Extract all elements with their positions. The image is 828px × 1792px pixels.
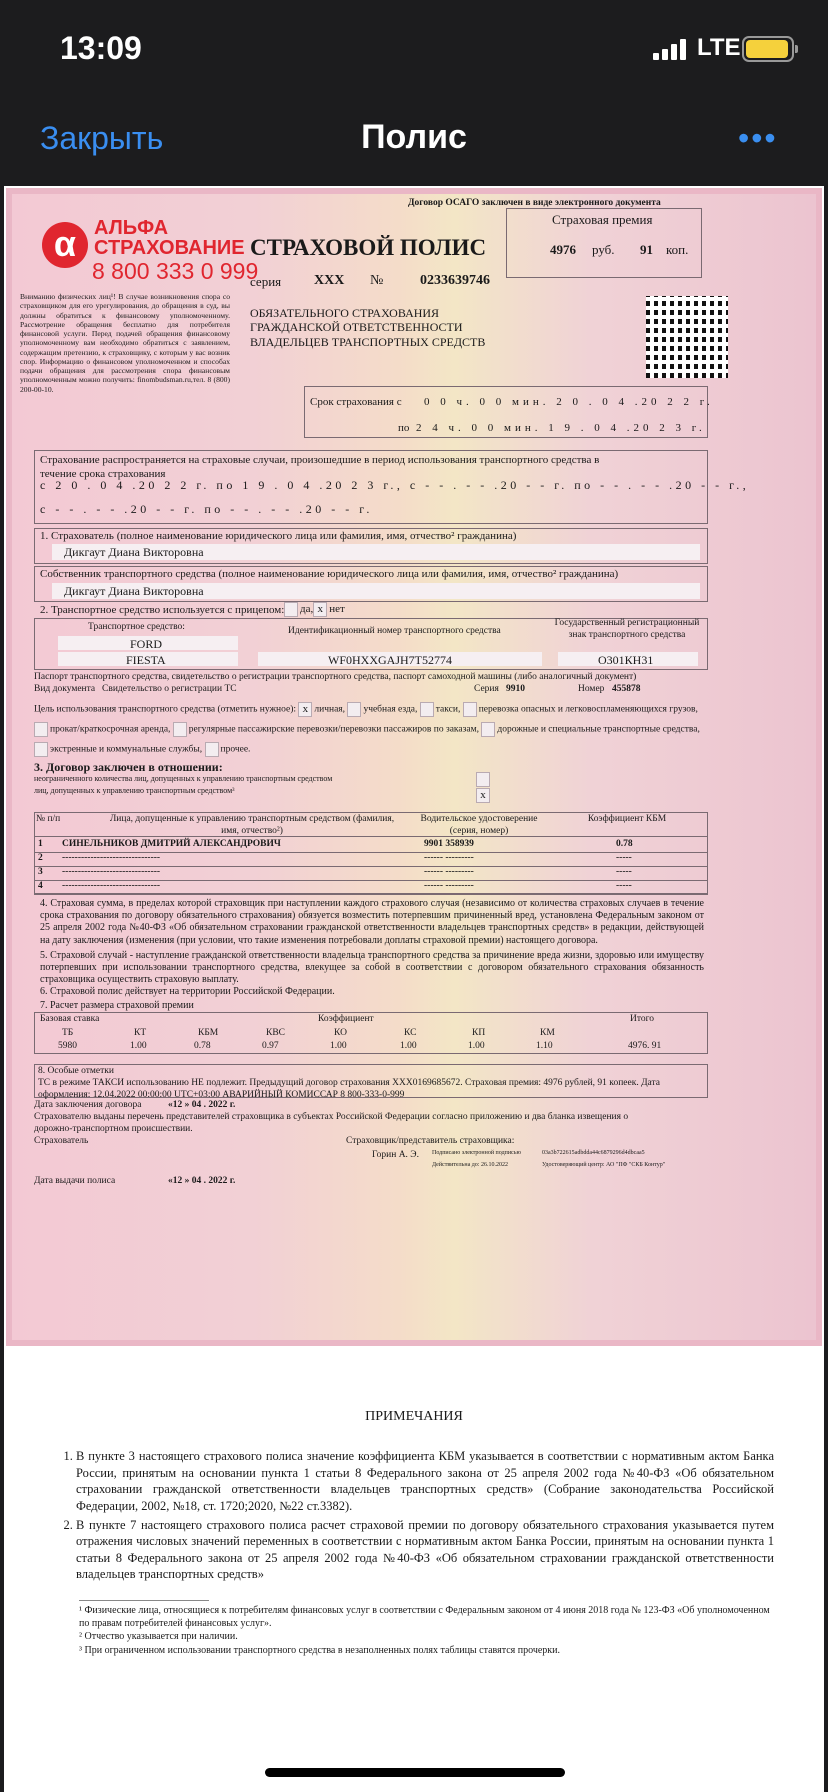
drivers-header-kbm: Коэффициент КБМ <box>587 814 667 824</box>
drivers-cell: ------ --------- <box>424 881 474 891</box>
signal-icon <box>653 38 689 60</box>
agent-name: Горин А. Э. <box>372 1150 419 1160</box>
vehicle-model: FIESTA <box>126 653 166 667</box>
drivers-cell: 1 <box>38 839 43 849</box>
contract-date-label: Дата заключения договора <box>34 1100 142 1110</box>
purpose-options-row1: Цель использования транспортного средства (отметить нужное): x личная, учебная езда, такси, перевозка опасных и легковоспламеняющихся грузов, <box>34 703 698 715</box>
drivers-cell: ------------------------------- <box>62 881 161 891</box>
issued-text: Страхователю выданы перечень представителей страховщика в субъектах Российской Федерации согласно приложению и два бланка извещения о дорожно-транспортном происшествии. <box>34 1112 629 1134</box>
calc-header: КМ <box>540 1028 555 1038</box>
trailer-label: 2. Транспортное средство используется с прицепом: <box>40 604 285 616</box>
calc-header: КП <box>472 1028 486 1038</box>
purpose-options-row3: экстренные и коммунальные службы, прочее. <box>34 742 250 757</box>
brand-phone: 8 800 333 0 999 <box>92 258 259 284</box>
issue-date: «12 » 04 . 2022 г. <box>168 1176 236 1186</box>
insured-sign-label: Страхователь <box>34 1136 89 1146</box>
purpose-checkbox-personal: x <box>298 702 312 717</box>
usage-period-line2: с - - . - - .20 - - г. по - - . - - .20 - - г. <box>40 502 373 516</box>
policy-page <box>6 188 822 1346</box>
usage-period-text: Страхование распространяется на страховые случаи, произошедшие в период использования транспортного средства в течение срока страхования <box>40 454 600 480</box>
drivers-limited: лиц, допущенных к управлению транспортным средством³ <box>34 786 235 795</box>
doc-series-label: Серия <box>474 684 499 694</box>
esign-center: Удостоверяющий центр: АО "ПФ "СКБ Контур" <box>542 1162 666 1168</box>
calc-header: ТБ <box>62 1028 74 1038</box>
footnote: ¹ Физические лица, относящиеся к потребителям финансовых услуг в соответствии с Федеральным законом от 4 июня 2018 года № 123-ФЗ «Об уполномоченном по правам потребителей финансовых услуг». <box>79 1605 770 1630</box>
drivers-unlimited-checkbox <box>476 772 492 787</box>
drivers-cell: ------------------------------- <box>62 867 161 877</box>
calc-header: КТ <box>134 1028 147 1038</box>
calc-value: 1.10 <box>536 1041 553 1051</box>
esign-serial: 03a3b722615adbdda44c6879296d4dbcaa5 <box>542 1150 645 1156</box>
qr-code-icon <box>646 296 728 378</box>
drivers-cell: 3 <box>38 867 43 877</box>
number-sign: № <box>370 273 384 288</box>
clause-6: 6. Страховой полис действует на территории Российской Федерации. <box>40 986 335 997</box>
calc-base-label: Базовая ставка <box>40 1014 100 1024</box>
special-text: ТС в режиме ТАКСИ использованию НЕ подлежит. Предыдущий договор страхования ХХХ0169685672. Страховая премия: 4976 рублей, 91 копеек. Дата оформления: 12.04.2022 00:00:00 UTC+03:00 АВАРИЙНЫЙ КОМИССАР 8 800-333-0-999 <box>38 1078 661 1100</box>
purpose-checkbox-other <box>205 742 219 757</box>
calc-value: 1.00 <box>330 1041 347 1051</box>
doc-type-label: Вид документа <box>34 684 96 694</box>
drivers-cell: 9901 358939 <box>424 839 474 849</box>
note-item: 2. В пункте 7 настоящего страхового полиса расчет страховой премии по договору обязательного страхования указывается путем отражения числовых значений переменных в соответствии с нормативным актом Банка России, принятым на основании пункта 1 статьи 8 Федерального закона от 25 апреля 2002 года №40-ФЗ «Об обязательном страховании гражданской ответственности владельцев транспортных средств» <box>76 1517 774 1584</box>
drivers-header-name: Лица, допущенные к управлению транспортным средством (фамилия, имя, отчество²) <box>109 814 395 836</box>
header-note: Договор ОСАГО заключен в виде электронного документа <box>408 198 661 208</box>
drivers-cell: 0.78 <box>616 839 633 849</box>
trailer-no-checkbox: x <box>313 602 327 617</box>
premium-label: Страховая премия <box>552 212 653 227</box>
footnote: ³ При ограниченном использовании транспортного средства в незаполненных полях таблицы ставятся прочерки. <box>79 1645 561 1656</box>
drivers-cell: 4 <box>38 881 43 891</box>
network-label: LTE <box>697 34 741 61</box>
drivers-unlimited: неограниченного количества лиц, допущенных к управлению транспортным средством <box>34 774 333 783</box>
vehicle-make: FORD <box>130 637 163 651</box>
calc-label: 7. Расчет размера страховой премии <box>40 1000 194 1011</box>
calc-value: 1.00 <box>400 1041 417 1051</box>
drivers-cell: ------ --------- <box>424 853 474 863</box>
calc-value: 1.00 <box>130 1041 147 1051</box>
doc-caption: Паспорт транспортного средства, свидетельство о регистрации транспортного средства, паспорт самоходной машины (либо аналогичный документ) <box>34 672 637 682</box>
alfa-logo-icon: α <box>42 222 88 268</box>
status-time: 13:09 <box>60 30 142 66</box>
term-to-label: по <box>398 422 410 434</box>
term-from-label: Срок страхования с <box>310 396 402 408</box>
series-label: серия <box>250 274 282 289</box>
usage-period-line1: с 2 0 . 0 4 .20 2 2 г. по 1 9 . 0 4 .20 2 3 г., с - - . - - .20 - - г. по - - . - - .20 - - г., <box>40 478 750 492</box>
calc-value: 1.00 <box>468 1041 485 1051</box>
calc-value: 0.78 <box>194 1041 211 1051</box>
calc-value: 5980 <box>58 1041 77 1051</box>
drivers-section-label: 3. Договор заключен в отношении: <box>34 760 223 774</box>
esign-label: Подписано электронной подписью <box>432 1150 521 1156</box>
kop-label: коп. <box>666 242 689 257</box>
purpose-label: Цель использования транспортного средства (отметить нужное): <box>34 704 297 715</box>
home-indicator[interactable] <box>265 1768 565 1777</box>
purpose-checkbox-rental <box>34 722 48 737</box>
doc-type: Свидетельство о регистрации ТС <box>102 684 237 694</box>
brand-name: АЛЬФА СТРАХОВАНИЕ <box>94 217 245 259</box>
note-item: 1. В пункте 3 настоящего страхового полиса значение коэффициента КБМ указывается в соответствии с нормативным актом Банка России, принятым на основании пункта 1 статьи 8 Федерального закона от 25 апреля 2002 года №40-ФЗ «Об обязательном страховании гражданской ответственности владельцев транспортных средств» (Собрание законодательства Российской Федерации, 2002, №18, ст. 1720;2020, №22 ст.3382). <box>76 1448 774 1515</box>
drivers-cell: ----- <box>616 881 632 891</box>
calc-header: КС <box>404 1028 417 1038</box>
drivers-cell: 2 <box>38 853 43 863</box>
drivers-header-license: Водительское удостоверение (серия, номер) <box>420 814 538 836</box>
purpose-checkbox-passenger <box>173 722 187 737</box>
doc-number: 455878 <box>612 684 641 694</box>
rub-label: руб. <box>592 242 615 257</box>
calc-header: КВС <box>266 1028 286 1038</box>
vehicle-label: Транспортное средство: <box>88 622 185 632</box>
calc-value: 0.97 <box>262 1041 279 1051</box>
doc-series: 9910 <box>506 684 525 694</box>
close-button[interactable]: Закрыть <box>40 120 164 156</box>
drivers-cell: ----- <box>616 853 632 863</box>
purpose-checkbox-emergency <box>34 742 48 757</box>
series-value: ХХХ <box>314 273 345 288</box>
purpose-checkbox-training <box>347 702 361 717</box>
status-bar <box>0 0 828 100</box>
more-options-button[interactable]: ••• <box>738 120 778 156</box>
calc-header: КО <box>334 1028 347 1038</box>
policy-subtitle: ОБЯЗАТЕЛЬНОГО СТРАХОВАНИЯ ГРАЖДАНСКОЙ ОТВЕТСТВЕННОСТИ ВЛАДЕЛЬЦЕВ ТРАНСПОРТНЫХ СРЕДСТВ <box>250 306 486 349</box>
notes-title: ПРИМЕЧАНИЯ <box>365 1409 463 1424</box>
notes-list <box>54 1448 774 1585</box>
issue-date-label: Дата выдачи полиса <box>34 1176 116 1186</box>
calc-header: КБМ <box>198 1028 219 1038</box>
calc-total-label: Итого <box>630 1014 655 1024</box>
doc-number-label: Номер <box>578 684 605 694</box>
contract-date: «12 » 04 . 2022 г. <box>168 1100 236 1110</box>
purpose-checkbox-road <box>481 722 495 737</box>
nav-title: Полис <box>361 118 467 156</box>
plate-value: О301КН31 <box>598 653 654 667</box>
term-to: 2 4 ч. 0 0 мин. 1 9 . 0 4 .20 2 3 г. <box>416 422 706 434</box>
calc-coef-label: Коэффициент <box>318 1014 374 1024</box>
drivers-cell: ------ --------- <box>424 867 474 877</box>
insurer-label: 1. Страхователь (полное наименование юридического лица или фамилия, имя, отчество² гражданина) <box>40 530 517 542</box>
special-label: 8. Особые отметки <box>38 1066 114 1076</box>
insurer-name: Дикгаут Диана Викторовна <box>64 545 204 559</box>
plate-label: Государственный регистрационный знак транспортного средства <box>554 618 700 640</box>
owner-name: Дикгаут Диана Викторовна <box>64 584 204 598</box>
trailer-yes-checkbox <box>284 602 298 617</box>
purpose-checkbox-dangerous <box>463 702 477 717</box>
trailer-options: да, x нет <box>284 602 345 617</box>
policy-number: 0233639746 <box>420 273 490 288</box>
drivers-cell: ----- <box>616 867 632 877</box>
battery-icon <box>742 36 794 62</box>
drivers-limited-checkbox: x <box>476 788 492 803</box>
drivers-header-num: № п/п <box>36 814 61 824</box>
esign-valid: Действительна до: 26.10.2022 <box>432 1162 508 1168</box>
drivers-cell: СИНЕЛЬНИКОВ ДМИТРИЙ АЛЕКСАНДРОВИЧ <box>62 839 281 849</box>
calc-total: 4976. 91 <box>628 1041 662 1051</box>
clause-5: 5. Страховой случай - наступление гражданской ответственности владельца транспортного средства за причинение вреда жизни, здоровью или имуществу потерпевших при использовании транспортного средства, влекущее за собой в соответствии с договором обязательного страхования обязанность страховщика осуществить страховую выплату. <box>40 950 704 986</box>
footnote: ² Отчество указывается при наличии. <box>79 1631 238 1642</box>
nav-bar <box>0 100 828 184</box>
policy-title: СТРАХОВОЙ ПОЛИС <box>250 235 487 260</box>
document-viewer[interactable] <box>4 186 824 1792</box>
vin-label: Идентификационный номер транспортного средства <box>288 626 501 636</box>
term-from: 0 0 ч. 0 0 мин. 2 0 . 0 4 .20 2 2 г. <box>424 396 714 408</box>
clause-4: 4. Страховая сумма, в пределах которой страховщик при наступлении каждого страхового случая (независимо от количества страховых случаев в течение срока страхования по договору обязательного страхования) обязуется возместить потерпевшим причиненный вред, установлена Федеральным законом от 25 апреля 2002 года №40-ФЗ «Об обязательном страховании гражданской ответственности владельцев транспортных средств» в редакции, действующей на дату заключения (изменения (при условии, что такие изменения потребовали доплаты страховой премии) настоящего договора. <box>40 898 704 946</box>
vin-value: WF0HXXGAJH7T52774 <box>328 653 452 667</box>
premium-rub: 4976 <box>550 242 576 257</box>
drivers-cell: ------------------------------- <box>62 853 161 863</box>
purpose-checkbox-taxi <box>420 702 434 717</box>
ombudsman-notice: Вниманию физических лиц¹! В случае возникновения спора со страховщиком для его урегулирования, до обращения в суд, вы должны обратиться к финансовому уполномоченному. Рассмотрение обращения бесплатно для потребителя финансовой услуги. Перед подачей обращения финансовому уполномоченному вам необходимо обратиться с заявлением, содержащим претензию, к страховщику, с которым у вас возник спор. Информацию о финансовом уполномоченном и способах подачи обращения для рассмотрения спора финансовым уполномоченным можно получить: finombudsman.ru,тел. 8 (800) 200-00-10. <box>20 292 230 394</box>
premium-kop: 91 <box>640 242 653 257</box>
agent-label: Страховщик/представитель страховщика: <box>346 1136 515 1146</box>
owner-label: Собственник транспортного средства (полное наименование юридического лица или фамилия, имя, отчество² гражданина) <box>40 568 619 580</box>
purpose-options-row2: прокат/краткосрочная аренда, регулярные пассажирские перевозки/перевозки пассажиров по заказам, дорожные и специальные транспортные средства, <box>34 722 700 737</box>
